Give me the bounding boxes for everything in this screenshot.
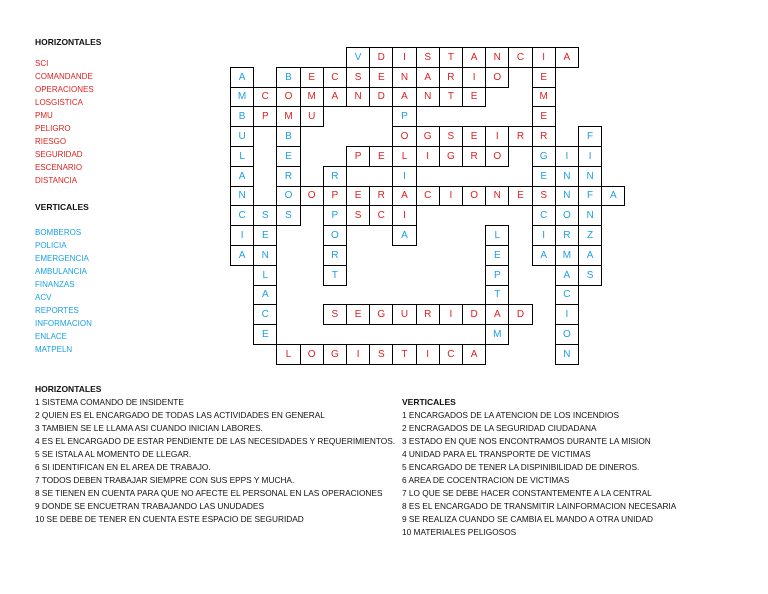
- crossword-cell[interactable]: P: [392, 106, 416, 127]
- word-bank-item: COMANDANDE: [35, 72, 93, 81]
- word-bank-item: POLICIA: [35, 241, 67, 250]
- crossword-cell[interactable]: A: [392, 87, 416, 108]
- crossword-cell[interactable]: E: [253, 225, 277, 246]
- crossword-cell[interactable]: O: [462, 186, 486, 207]
- crossword-cell[interactable]: U: [392, 304, 416, 325]
- word-bank-item: OPERACIONES: [35, 85, 94, 94]
- crossword-cell[interactable]: L: [253, 265, 277, 286]
- crossword-cell[interactable]: P: [323, 186, 347, 207]
- word-bank-item: PMU: [35, 111, 53, 120]
- crossword-cell[interactable]: S: [439, 126, 463, 147]
- word-bank-item: AMBULANCIA: [35, 267, 88, 276]
- word-bank-item: LOSGISTICA: [35, 98, 84, 107]
- crossword-cell[interactable]: E: [300, 67, 324, 88]
- crossword-cell[interactable]: G: [439, 146, 463, 167]
- crossword-cell[interactable]: P: [346, 146, 370, 167]
- clues-vertical-title: VERTICALES: [402, 397, 456, 407]
- crossword-cell[interactable]: I: [392, 47, 416, 68]
- crossword-cell[interactable]: L: [485, 225, 509, 246]
- crossword-cell[interactable]: B: [276, 126, 300, 147]
- crossword-cell[interactable]: E: [462, 87, 486, 108]
- crossword-cell[interactable]: N: [253, 245, 277, 266]
- crossword-cell[interactable]: I: [230, 225, 254, 246]
- word-bank-item: MATPELN: [35, 345, 73, 354]
- word-bank-vertical-title: VERTICALES: [35, 202, 89, 212]
- crossword-cell[interactable]: N: [416, 87, 440, 108]
- crossword-cell[interactable]: M: [485, 324, 509, 345]
- crossword-cell[interactable]: L: [230, 146, 254, 167]
- crossword-cell[interactable]: C: [369, 205, 393, 226]
- word-bank-item: INFORMACION: [35, 319, 92, 328]
- crossword-cell[interactable]: E: [532, 67, 556, 88]
- crossword-cell[interactable]: E: [346, 186, 370, 207]
- crossword-cell[interactable]: R: [323, 166, 347, 187]
- crossword-cell[interactable]: E: [485, 245, 509, 266]
- crossword-cell[interactable]: M: [555, 245, 579, 266]
- crossword-cell[interactable]: C: [439, 344, 463, 365]
- crossword-cell[interactable]: O: [300, 186, 324, 207]
- crossword-cell[interactable]: C: [230, 205, 254, 226]
- crossword-cell[interactable]: A: [230, 245, 254, 266]
- clue-item: 3 TAMBIEN SE LE LLAMA ASI CUANDO INICIAN LABORES.: [35, 423, 263, 433]
- crossword-cell[interactable]: P: [485, 265, 509, 286]
- crossword-cell[interactable]: N: [578, 205, 602, 226]
- crossword-cell[interactable]: M: [300, 87, 324, 108]
- crossword-cell[interactable]: N: [578, 166, 602, 187]
- crossword-cell[interactable]: A: [230, 166, 254, 187]
- clues-horizontal-title: HORIZONTALES: [35, 384, 102, 394]
- clue-item: 6 AREA DE COCENTRACION DE VICTIMAS: [402, 475, 570, 485]
- crossword-cell[interactable]: A: [578, 245, 602, 266]
- clue-item: 1 ENCARGADOS DE LA ATENCION DE LOS INCENDIOS: [402, 410, 619, 420]
- word-bank-item: EMERGENCIA: [35, 254, 89, 263]
- clue-item: 2 QUIEN ES EL ENCARGADO DE TODAS LAS ACTIVIDADES EN GENERAL: [35, 410, 325, 420]
- crossword-cell[interactable]: C: [323, 67, 347, 88]
- crossword-cell[interactable]: C: [508, 47, 532, 68]
- clue-item: 9 SE REALIZA CUANDO SE CAMBIA EL MANDO A OTRA UNIDAD: [402, 514, 653, 524]
- clue-item: 4 UNIDAD PARA EL TRANSPORTE DE VICTIMAS: [402, 449, 591, 459]
- clues-vertical-list: [402, 409, 732, 539]
- crossword-cell[interactable]: D: [462, 304, 486, 325]
- crossword-cell[interactable]: D: [369, 47, 393, 68]
- crossword-cell[interactable]: O: [276, 87, 300, 108]
- crossword-cell[interactable]: L: [276, 344, 300, 365]
- crossword-cell[interactable]: O: [276, 186, 300, 207]
- crossword-cell[interactable]: G: [369, 304, 393, 325]
- word-bank-horizontal-title: HORIZONTALES: [35, 37, 102, 47]
- crossword-cell[interactable]: A: [392, 225, 416, 246]
- crossword-cell[interactable]: E: [276, 146, 300, 167]
- crossword-cell[interactable]: G: [532, 146, 556, 167]
- crossword-cell[interactable]: R: [555, 225, 579, 246]
- crossword-cell[interactable]: N: [485, 186, 509, 207]
- crossword-cell[interactable]: F: [578, 126, 602, 147]
- word-bank-item: SEGURIDAD: [35, 150, 83, 159]
- crossword-cell[interactable]: A: [253, 285, 277, 306]
- crossword-cell[interactable]: M: [230, 87, 254, 108]
- crossword-cell[interactable]: P: [323, 205, 347, 226]
- clue-item: 7 LO QUE SE DEBE HACER CONSTANTEMENTE A LA CENTRAL: [402, 488, 652, 498]
- crossword-cell[interactable]: I: [462, 67, 486, 88]
- clue-item: 7 TODOS DEBEN TRABAJAR SIEMPRE CON SUS EPPS Y MUCHA.: [35, 475, 295, 485]
- word-bank-item: ENLACE: [35, 332, 68, 341]
- crossword-cell[interactable]: I: [439, 304, 463, 325]
- crossword-cell[interactable]: O: [555, 205, 579, 226]
- crossword-cell[interactable]: S: [578, 265, 602, 286]
- crossword-cell[interactable]: I: [416, 344, 440, 365]
- clue-item: 5 SE ISTALA AL MOMENTO DE LLEGAR.: [35, 449, 192, 459]
- word-bank-item: FINANZAS: [35, 280, 75, 289]
- crossword-cell[interactable]: S: [346, 67, 370, 88]
- clue-item: 8 SE TIENEN EN CUENTA PARA QUE NO AFECTE EL PERSONAL EN LAS OPERACIONES: [35, 488, 383, 498]
- crossword-cell[interactable]: I: [392, 205, 416, 226]
- crossword-cell[interactable]: M: [532, 87, 556, 108]
- crossword-cell[interactable]: O: [392, 126, 416, 147]
- crossword-cell[interactable]: C: [555, 285, 579, 306]
- crossword-cell[interactable]: R: [462, 146, 486, 167]
- crossword-cell[interactable]: I: [578, 146, 602, 167]
- crossword-cell[interactable]: U: [230, 126, 254, 147]
- crossword-cell[interactable]: O: [300, 344, 324, 365]
- crossword-cell[interactable]: N: [230, 186, 254, 207]
- crossword-cell[interactable]: U: [300, 106, 324, 127]
- crossword-cell[interactable]: I: [555, 304, 579, 325]
- crossword-cell[interactable]: A: [555, 47, 579, 68]
- crossword-cell[interactable]: S: [369, 344, 393, 365]
- crossword-cell[interactable]: C: [416, 186, 440, 207]
- crossword-cell[interactable]: R: [508, 126, 532, 147]
- crossword-cell[interactable]: E: [508, 186, 532, 207]
- crossword-cell[interactable]: E: [532, 106, 556, 127]
- crossword-cell[interactable]: G: [416, 126, 440, 147]
- word-bank-item: ESCENARIO: [35, 163, 83, 172]
- crossword-cell[interactable]: C: [253, 304, 277, 325]
- crossword-cell[interactable]: S: [323, 304, 347, 325]
- crossword-cell[interactable]: I: [555, 146, 579, 167]
- crossword-cell[interactable]: D: [508, 304, 532, 325]
- crossword-cell[interactable]: O: [323, 225, 347, 246]
- clue-item: 10 SE DEBE DE TENER EN CUENTA ESTE ESPACIO DE SEGURIDAD: [35, 514, 304, 524]
- crossword-cell[interactable]: F: [578, 186, 602, 207]
- word-bank-item: RIESGO: [35, 137, 67, 146]
- crossword-cell[interactable]: A: [532, 245, 556, 266]
- crossword-cell[interactable]: A: [555, 265, 579, 286]
- crossword-cell[interactable]: E: [532, 166, 556, 187]
- crossword-cell[interactable]: A: [462, 344, 486, 365]
- word-bank-item: PELIGRO: [35, 124, 71, 133]
- crossword-cell[interactable]: A: [416, 67, 440, 88]
- crossword-cell[interactable]: A: [230, 67, 254, 88]
- crossword-cell[interactable]: S: [253, 205, 277, 226]
- clue-item: 9 DONDE SE ENCUETRAN TRABAJANDO LAS UNUDADES: [35, 501, 264, 511]
- clue-item: 8 ES EL ENCARGADO DE TRANSMITIR LAINFORMACION NECESARIA: [402, 501, 677, 511]
- crossword-cell[interactable]: B: [230, 106, 254, 127]
- crossword-cell[interactable]: A: [601, 186, 625, 207]
- crossword-cell[interactable]: R: [369, 186, 393, 207]
- crossword-cell[interactable]: E: [369, 146, 393, 167]
- crossword-cell[interactable]: N: [346, 87, 370, 108]
- word-bank-item: REPORTES: [35, 306, 79, 315]
- crossword-cell[interactable]: E: [346, 304, 370, 325]
- crossword-cell[interactable]: E: [462, 126, 486, 147]
- crossword-cell[interactable]: E: [253, 324, 277, 345]
- crossword-cell[interactable]: T: [392, 344, 416, 365]
- crossword-cell[interactable]: D: [369, 87, 393, 108]
- clue-item: 3 ESTADO EN QUE NOS ENCONTRAMOS DURANTE LA MISION: [402, 436, 651, 446]
- clue-item: 2 ENCRAGADOS DE LA SEGURIDAD CIUDADANA: [402, 423, 597, 433]
- crossword-cell[interactable]: N: [555, 344, 579, 365]
- crossword-cell[interactable]: G: [323, 344, 347, 365]
- crossword-cell[interactable]: I: [392, 166, 416, 187]
- crossword-cell[interactable]: Z: [578, 225, 602, 246]
- crossword-cell[interactable]: I: [485, 126, 509, 147]
- crossword-cell[interactable]: S: [346, 205, 370, 226]
- crossword-cell[interactable]: T: [439, 47, 463, 68]
- crossword-cell[interactable]: A: [323, 87, 347, 108]
- crossword-cell[interactable]: N: [392, 67, 416, 88]
- word-bank-item: ACV: [35, 293, 52, 302]
- crossword-cell[interactable]: O: [555, 324, 579, 345]
- crossword-cell[interactable]: A: [392, 186, 416, 207]
- crossword-cell[interactable]: V: [346, 47, 370, 68]
- crossword-cell[interactable]: S: [416, 47, 440, 68]
- crossword-cell[interactable]: N: [555, 186, 579, 207]
- crossword-cell[interactable]: N: [555, 166, 579, 187]
- crossword-cell[interactable]: A: [485, 304, 509, 325]
- crossword-cell[interactable]: I: [346, 344, 370, 365]
- crossword-cell[interactable]: C: [253, 87, 277, 108]
- crossword-cell[interactable]: S: [532, 186, 556, 207]
- crossword-cell[interactable]: O: [485, 146, 509, 167]
- crossword-cell[interactable]: R: [416, 304, 440, 325]
- clues-horizontal-list: [35, 396, 396, 526]
- crossword-cell[interactable]: A: [462, 47, 486, 68]
- crossword-cell[interactable]: S: [276, 205, 300, 226]
- word-bank-item: SCI: [35, 59, 49, 68]
- crossword-cell[interactable]: I: [532, 47, 556, 68]
- crossword-cell[interactable]: R: [532, 126, 556, 147]
- crossword-cell[interactable]: B: [276, 67, 300, 88]
- crossword-cell[interactable]: R: [323, 245, 347, 266]
- crossword-cell[interactable]: I: [439, 186, 463, 207]
- crossword-cell[interactable]: R: [439, 67, 463, 88]
- crossword-cell[interactable]: P: [253, 106, 277, 127]
- crossword-cell[interactable]: N: [485, 47, 509, 68]
- crossword-cell[interactable]: E: [369, 67, 393, 88]
- clue-item: 1 SISTEMA COMANDO DE INSIDENTE: [35, 397, 184, 407]
- crossword-cell[interactable]: M: [276, 106, 300, 127]
- crossword-cell[interactable]: O: [485, 67, 509, 88]
- crossword-cell[interactable]: R: [276, 166, 300, 187]
- word-bank-item: BOMBEROS: [35, 228, 82, 237]
- word-bank-item: DISTANCIA: [35, 176, 78, 185]
- clue-item: 6 SI IDENTIFICAN EN EL AREA DE TRABAJO.: [35, 462, 211, 472]
- crossword-cell[interactable]: T: [323, 265, 347, 286]
- crossword-cell[interactable]: T: [439, 87, 463, 108]
- crossword-cell[interactable]: I: [532, 225, 556, 246]
- crossword-cell[interactable]: L: [392, 146, 416, 167]
- crossword-cell[interactable]: C: [532, 205, 556, 226]
- clue-item: 4 ES EL ENCARGADO DE ESTAR PENDIENTE DE LAS NECESIDADES Y REQUERIMIENTOS.: [35, 436, 396, 446]
- crossword-cell[interactable]: T: [485, 285, 509, 306]
- clue-item: 5 ENCARGADO DE TENER LA DISPINIBILIDAD DE DINEROS.: [402, 462, 640, 472]
- crossword-cell[interactable]: I: [416, 146, 440, 167]
- clue-item: 10 MATERIALES PELIGOSOS: [402, 527, 517, 537]
